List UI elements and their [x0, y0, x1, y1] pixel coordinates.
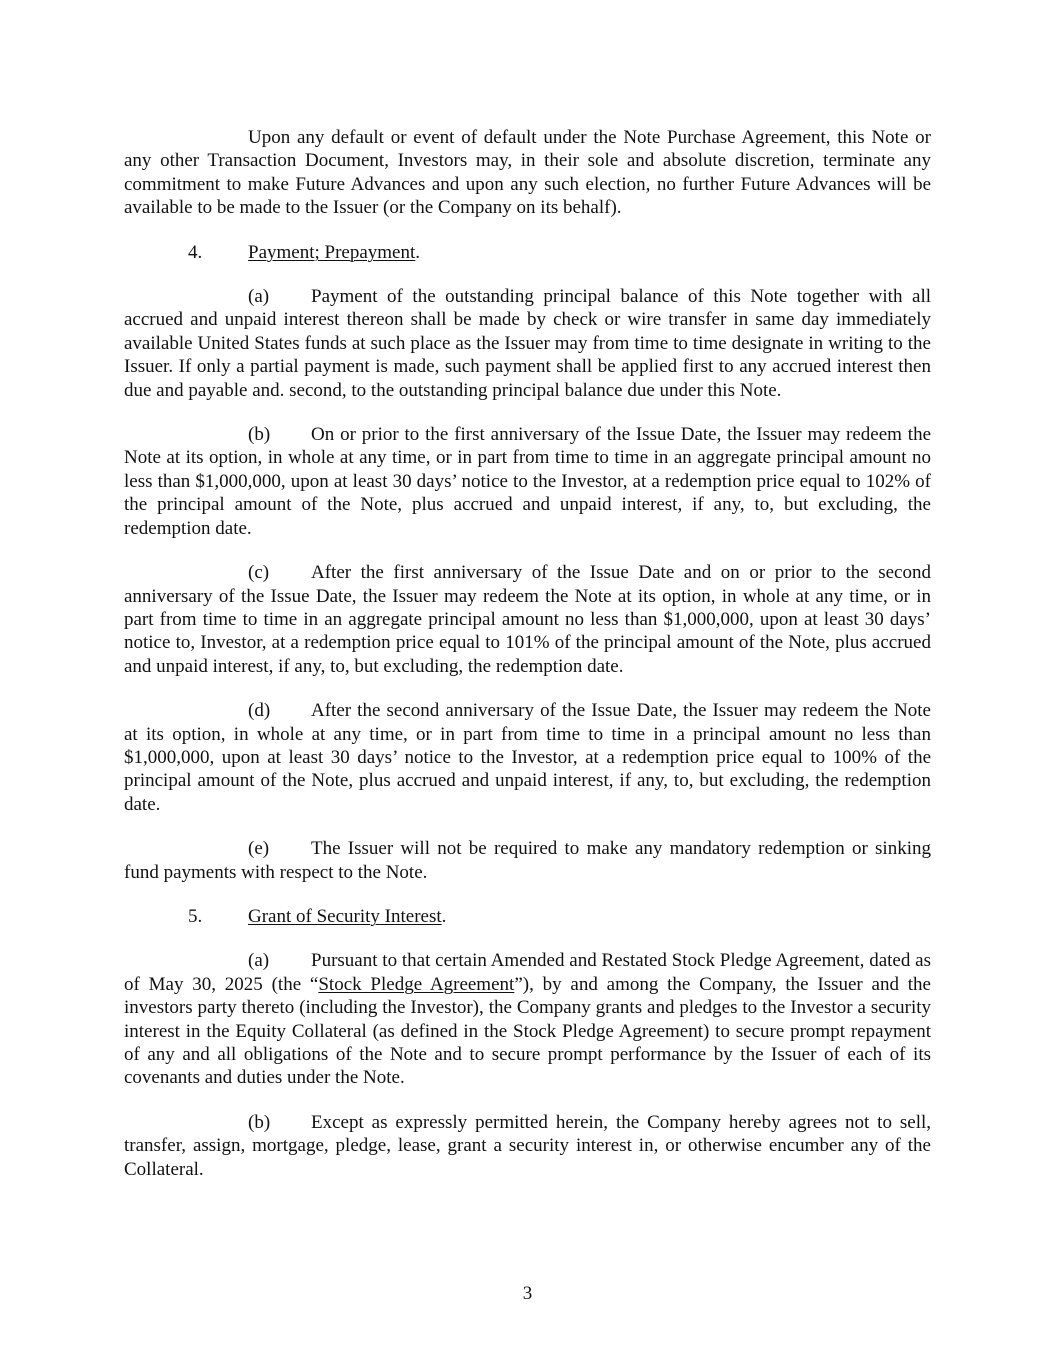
section-4-para-a	[124, 285, 931, 402]
para-label: (c)	[248, 562, 270, 584]
section-4-para-e	[124, 837, 931, 884]
para-text-after: ”), by and among the Company, the Issuer and the investors party thereto (including the Investor), the Company grants and pledges to the Investor a security interest in the Equity Collateral (as defined in the Stock Pledge Agreement) to secure prompt repayment of any and all obligations of the Note and to secure prompt performance by the Issuer of each of its covenants and duties under the Note.	[124, 973, 931, 1089]
section-4-para-d	[124, 699, 931, 816]
section-5-heading	[124, 905, 931, 928]
para-text: Except as expressly permitted herein, the Company hereby agrees not to sell, transfer, assign, mortgage, pledge, lease, grant a security interest in, or otherwise encumber any of the Collateral.	[124, 1111, 931, 1180]
para-text: Payment of the outstanding principal balance of this Note together with all accrued and unpaid interest thereon shall be made by check or wire transfer in same day immediately available United States funds at such place as the Issuer may from time to time designate in writing to the Issuer. If only a partial payment is made, such payment shall be applied first to any accrued interest then due and payable and. second, to the outstanding principal balance due under this Note.	[124, 286, 931, 401]
section-4-title: Payment; Prepayment	[248, 241, 416, 263]
section-4-title-suffix: .	[415, 241, 421, 263]
para-text: On or prior to the first anniversary of the Issue Date, the Issuer may redeem the Note at its option, in whole at any time, or in part from time to time in an aggregate principal amount no less than $1,000,000, upon at least 30 days’ notice to the Investor, at a redemption price equal to 102% of the principal amount of the Note, plus accrued and unpaid interest, if any, to, but excluding, the redemption date.	[124, 424, 931, 539]
page-number: 3	[522, 1283, 533, 1304]
para-text: After the first anniversary of the Issue Date and on or prior to the second anniversary of the Issue Date, the Issuer may redeem the Note at its option, in whole at any time, or in part from time to time in an aggregate principal amount no less than $1,000,000, upon at least 30 days’ notice to, Investor, at a redemption price equal to 101% of the principal amount of the Note, plus accrued and unpaid interest, if any, to, but excluding, the redemption date.	[124, 562, 931, 677]
section-5-number: 5.	[188, 905, 203, 927]
section-5-para-a	[124, 949, 931, 1089]
section-5-title-suffix: .	[441, 905, 447, 927]
document-page	[124, 126, 931, 1202]
para-label: (e)	[248, 838, 270, 860]
para-label: (b)	[248, 424, 271, 446]
section-4-number: 4.	[188, 241, 203, 263]
para-text: After the second anniversary of the Issue Date, the Issuer may redeem the Note at its option, in whole at any time, or in part from time to time in a principal amount no less than $1,000,000, upon at least 30 days’ notice to the Investor, at a redemption price equal to 100% of the principal amount of the Note, plus accrued and unpaid interest, if any, to, but excluding, the redemption date.	[124, 700, 931, 815]
section-5-para-b	[124, 1111, 931, 1181]
section-5-title: Grant of Security Interest	[248, 905, 442, 927]
para-text: The Issuer will not be required to make any mandatory redemption or sinking fund payments with respect to the Note.	[124, 838, 931, 883]
para-label: (b)	[248, 1111, 271, 1133]
section-4-para-c	[124, 561, 931, 678]
intro-paragraph: Upon any default or event of default under the Note Purchase Agreement, this Note or any other Transaction Document, Investors may, in their sole and absolute discretion, terminate any commitment to make Future Advances and upon any such election, no further Future Advances will be available to be made to the Issuer (or the Company on its behalf).	[124, 127, 931, 219]
section-4-para-b	[124, 423, 931, 540]
defined-term-stock-pledge-agreement: Stock Pledge Agreement	[318, 973, 515, 995]
para-label: (a)	[248, 286, 270, 308]
para-label: (d)	[248, 700, 271, 722]
para-text-before: Pursuant to that certain Amended and Restated Stock Pledge Agreement, dated as of May 30, 2025 (the “	[124, 950, 931, 995]
section-4-heading	[124, 241, 931, 264]
para-label: (a)	[248, 950, 270, 972]
